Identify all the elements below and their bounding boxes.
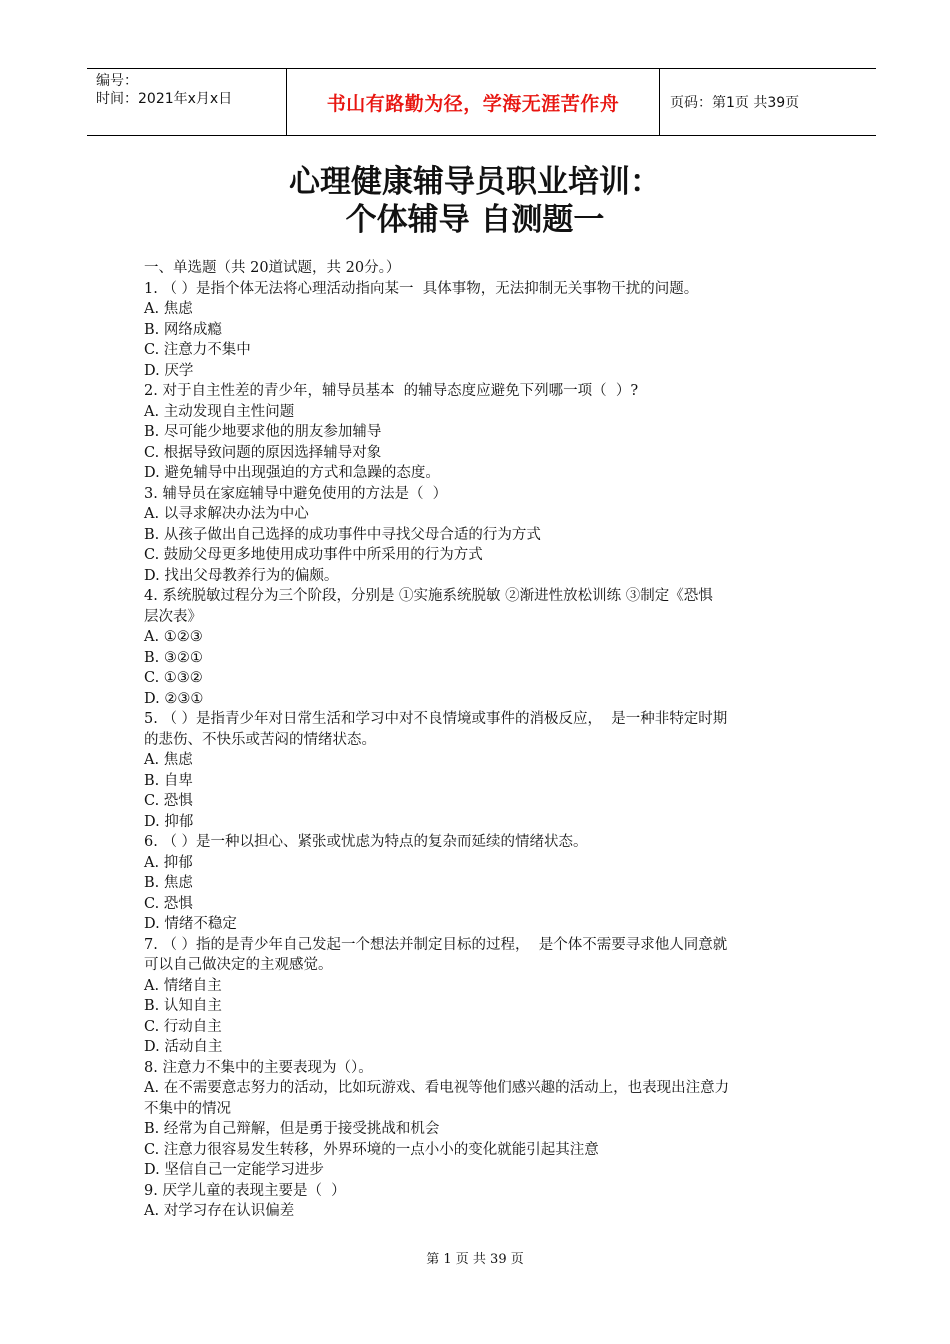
text-line: C. 恐惧 (144, 895, 193, 912)
text-line: 一、单选题（共 20道试题，共 20分。） (144, 260, 401, 276)
text-line: B. 网络成瘾 (144, 321, 222, 338)
text-line: D. 活动自主 (144, 1039, 223, 1055)
text-line: B. 认知自主 (144, 998, 222, 1014)
text-line: A. 以寻求解决办法为中心 (144, 506, 309, 522)
text-line: D. 抑郁 (144, 813, 194, 830)
text-line: A. 焦虑 (144, 752, 193, 768)
text-line: A. 对学习存在认识偏差 (144, 1203, 295, 1219)
text-line: C. 根据导致问题的原因选择辅导对象 (144, 444, 382, 461)
text-line: C. 行动自主 (144, 1018, 222, 1035)
text-line: C. 注意力很容易发生转移，外界环境的一点小小的变化就能引起其注意 (144, 1141, 599, 1158)
text-line: B. 自卑 (144, 772, 193, 789)
text-line: 2. 对于自主性差的青少年，辅导员基本 的辅导态度应避免下列哪一项（ ）? (144, 383, 639, 399)
document-title-line2: 个体辅导 自测题一 (345, 202, 605, 238)
header-meta-cell (87, 69, 287, 135)
text-line: D. 坚信自己一定能学习进步 (144, 1162, 324, 1178)
text-line: 8. 注意力不集中的主要表现为（）。 (144, 1059, 373, 1076)
text-line: 层次表》 (144, 608, 202, 625)
document-title-line1: 心理健康辅导员职业培训： (289, 164, 661, 200)
text-line: D. ②③① (144, 690, 204, 707)
text-line: D. 找出父母教养行为的偏颇。 (144, 567, 339, 584)
text-line: 7. （ ）指的是青少年自己发起一个想法并制定目标的过程， 是个体不需要寻求他人同意就 (144, 936, 728, 953)
text-line: 1. （ ）是指个体无法将心理活动指向某一 具体事物，无法抑制无关事物干扰的问题。 (144, 280, 699, 297)
time-label: 时间：2021年x月x日 (96, 91, 233, 107)
number-label: 编号： (96, 73, 138, 89)
text-line: B. 焦虑 (144, 875, 193, 891)
text-line: 6. （ ）是一种以担心、紧张或忧虑为特点的复杂而延续的情绪状态。 (144, 834, 588, 850)
text-line: B. ③②① (144, 649, 203, 666)
header-page-info: 页码：第1页 共39页 (670, 95, 800, 111)
text-line: 可以自己做决定的主观感觉。 (144, 957, 333, 973)
text-line: A. ①②③ (144, 629, 203, 645)
text-line: C. 恐惧 (144, 793, 193, 809)
text-line: D. 厌学 (144, 362, 194, 379)
header-table (87, 68, 876, 136)
text-line: 3. 辅导员在家庭辅导中避免使用的方法是（ ） (144, 485, 448, 502)
text-line: D. 情绪不稳定 (144, 916, 237, 932)
text-line: 4. 系统脱敏过程分为三个阶段，分别是 ①实施系统脱敏 ②渐进性放松训练 ③制定《恐惧 (144, 588, 713, 604)
text-line: A. 情绪自主 (144, 977, 222, 994)
text-line: B. 经常为自己辩解，但是勇于接受挑战和机会 (144, 1121, 440, 1137)
text-line: A. 主动发现自主性问题 (144, 403, 295, 420)
text-line: C. ①③② (144, 670, 203, 686)
question-list (144, 258, 824, 1222)
text-line: B. 从孩子做出自己选择的成功事件中寻找父母合适的行为方式 (144, 526, 541, 543)
text-line: A. 焦虑 (144, 301, 193, 317)
header-motto: 书山有路勤为径，学海无涯苦作舟 (287, 69, 660, 135)
text-line: D. 避免辅导中出现强迫的方式和急躁的态度。 (144, 465, 440, 481)
text-line: B. 尽可能少地要求他的朋友参加辅导 (144, 424, 382, 440)
text-line: C. 鼓励父母更多地使用成功事件中所采用的行为方式 (144, 547, 483, 563)
text-line: A. 在不需要意志努力的活动，比如玩游戏、看电视等他们感兴趣的活动上，也表现出注意力 (144, 1080, 730, 1096)
text-line: 不集中的情况 (144, 1100, 231, 1117)
text-line: C. 注意力不集中 (144, 342, 251, 358)
text-line: A. 抑郁 (144, 854, 193, 871)
text-line: 5. （ ）是指青少年对日常生活和学习中对不良情境或事件的消极反应， 是一种非特定时期 (144, 711, 728, 727)
text-line: 9. 厌学儿童的表现主要是（ ） (144, 1182, 346, 1199)
text-line: 的悲伤、不快乐或苦闷的情绪状态。 (144, 731, 376, 748)
page-footer: 第 1 页 共 39 页 (426, 1252, 524, 1267)
